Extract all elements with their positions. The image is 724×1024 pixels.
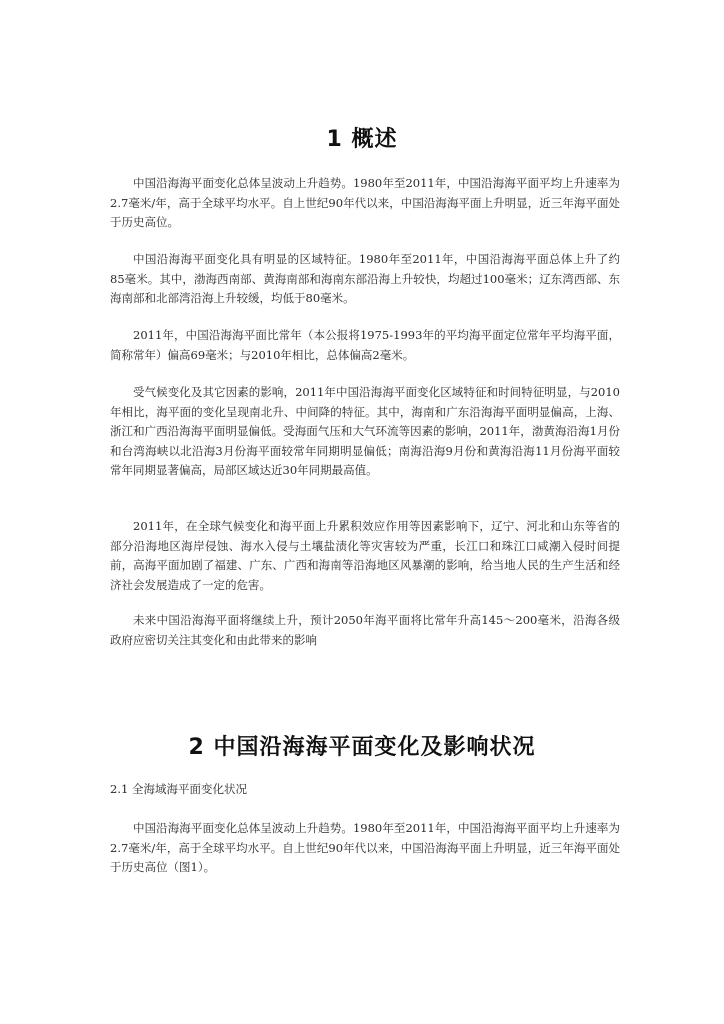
section-1-paragraph-1: 中国沿海海平面变化总体呈波动上升趋势。1980年至2011年，中国沿海海平面平均上升速率为2.7毫米/年，高于全球平均水平。自上世纪90年代以来，中国沿海海平面上升明显，近三年海平面处于历史高位。 [110,176,620,229]
section-2-paragraph-1: 中国沿海海平面变化总体呈波动上升趋势。1980年至2011年，中国沿海海平面平均上升速率为2.7毫米/年，高于全球平均水平。自上世纪90年代以来，中国沿海海平面上升明显，近三年海平面处于历史高位（图1）。 [110,821,620,874]
section-1-paragraph-4: 受气候变化及其它因素的影响，2011年中国沿海海平面变化区域特征和时间特征明显，与2010年相比，海平面的变化呈现南北升、中间降的特征。其中，海南和广东沿海海平面明显偏高，上海、浙江和广西沿海海平面明显偏低。受海面气压和大气环流等因素的影响，2011年，渤黄海沿海1月份和台湾海峡以北沿海3月份海平面较常年同期明显偏低；南海沿海9月份和黄海沿海11月份海平面较常年同期显著偏高，局部区域达近30年同期最高值。 [110,385,620,477]
subsection-2-1-title: 2.1 全海域海平面变化状况 [110,782,247,796]
section-1-paragraph-2: 中国沿海海平面变化具有明显的区域特征。1980年至2011年，中国沿海海平面总体上升了约85毫米。其中，渤海西南部、黄海南部和海南东部沿海上升较快，均超过100毫米；辽东湾西部、东海南部和北部湾沿海上升较缓，均低于80毫米。 [110,252,620,305]
section-2-title: 2 中国沿海海平面变化及影响状况 [188,735,536,760]
section-1-paragraph-3: 2011年，中国沿海海平面比常年（本公报将1975-1993年的平均海平面定位常年平均海平面，简称常年）偏高69毫米；与2010年相比，总体偏高2毫米。 [110,328,620,362]
section-1-title: 1 概述 [326,127,398,152]
section-1-paragraph-5: 2011年，在全球气候变化和海平面上升累积效应作用等因素影响下，辽宁、河北和山东等省的部分沿海地区海岸侵蚀、海水入侵与土壤盐渍化等灾害较为严重，长江口和珠江口咸潮入侵时间提前，高海平面加剧了福建、广东、广西和海南等沿海地区风暴潮的影响，给当地人民的生产生活和经济社会发展造成了一定的危害。 [110,519,620,592]
section-1-paragraph-6: 未来中国沿海海平面将继续上升，预计2050年海平面将比常年升高145～200毫米，沿海各级政府应密切关注其变化和由此带来的影响 [110,613,620,647]
